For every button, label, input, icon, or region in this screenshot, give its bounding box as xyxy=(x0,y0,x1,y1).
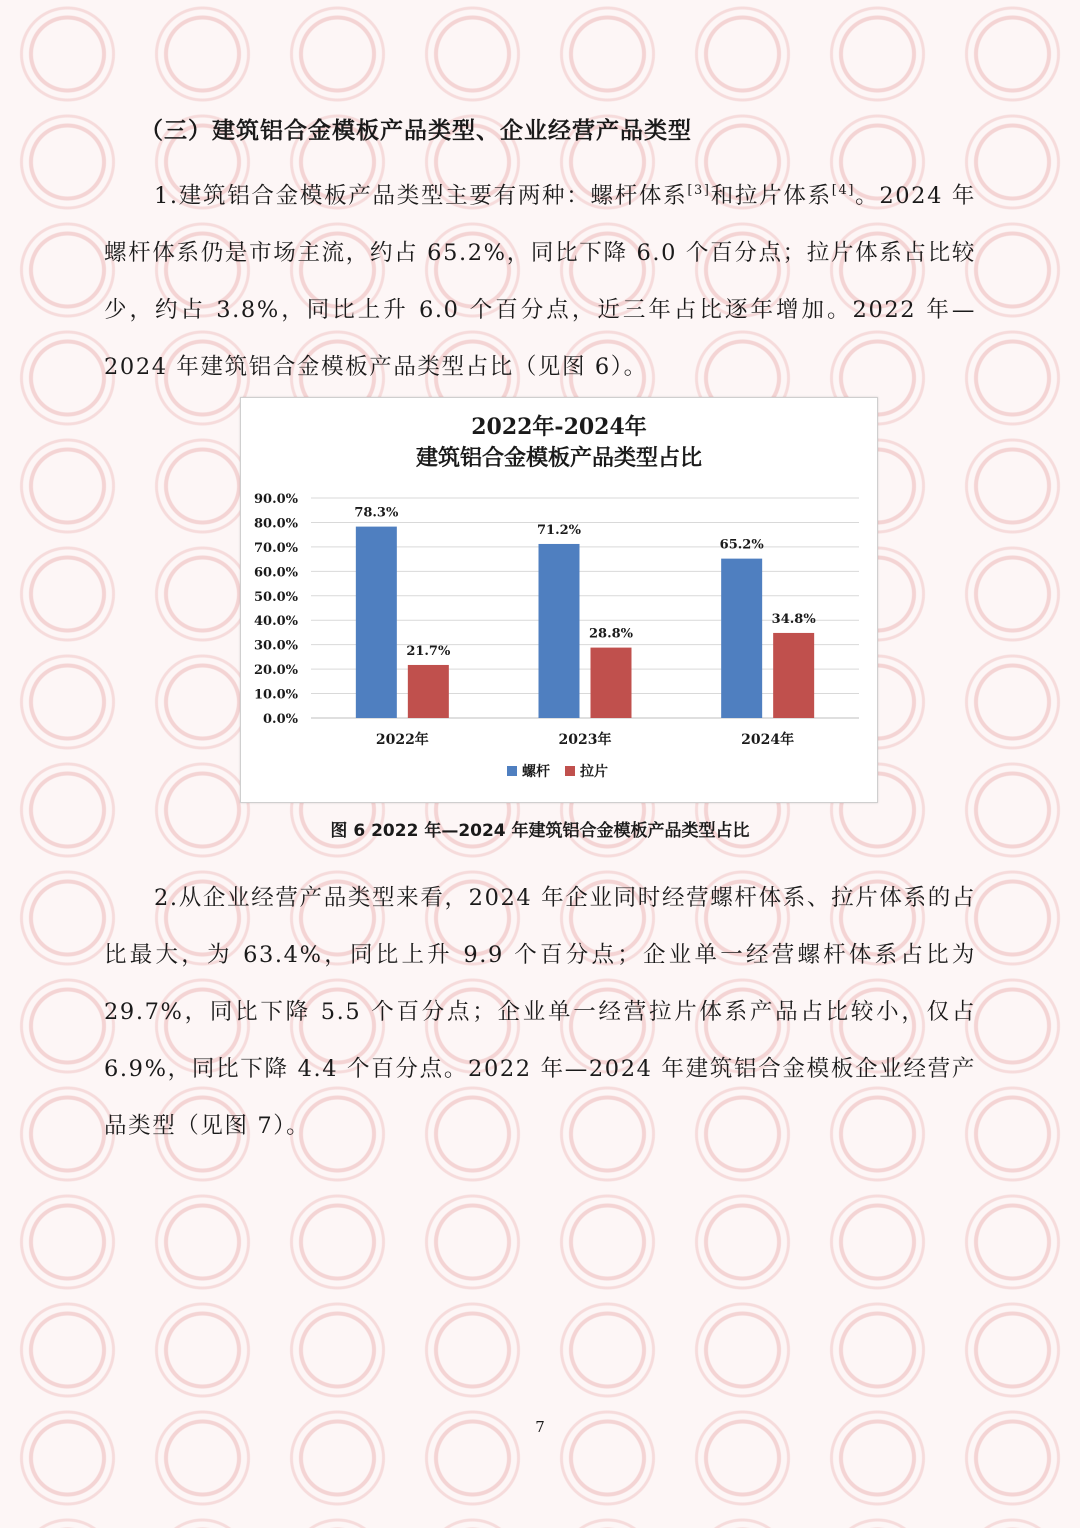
data-label: 65.2% xyxy=(719,537,764,553)
footnote-ref-3: [3] xyxy=(687,183,711,198)
y-tick-label: 70.0% xyxy=(253,540,298,556)
y-tick-label: 60.0% xyxy=(253,565,298,581)
data-label: 78.3% xyxy=(354,505,399,521)
data-label: 21.7% xyxy=(406,643,451,659)
y-tick-label: 20.0% xyxy=(253,663,298,679)
x-tick-label: 2024年 xyxy=(741,732,795,748)
plot-area xyxy=(254,492,859,748)
bar-拉片-2022年 xyxy=(408,665,449,718)
bar-chart-svg xyxy=(241,398,877,802)
legend-label-拉片: 拉片 xyxy=(580,764,608,780)
y-tick-label: 80.0% xyxy=(253,516,298,532)
data-label: 71.2% xyxy=(536,522,582,538)
bar-螺杆-2022年 xyxy=(356,527,397,718)
paragraph-business-types xyxy=(104,870,976,1155)
y-tick-label: 10.0% xyxy=(253,687,298,703)
y-tick-label: 0.0% xyxy=(263,712,298,727)
page-number: 7 xyxy=(535,1418,545,1436)
bar-拉片-2023年 xyxy=(591,648,632,718)
y-tick-label: 30.0% xyxy=(253,638,298,654)
para1-text-c: 。2024 年螺杆体系仍是市场主流，约占 65.2%，同比下降 6.0 个百分点；拉片体系占比较少，约占 3.8%，同比上升 6.0 个百分点，近三年占比逐年增加。2022 年—2024 年建筑铝合金模板产品类型占比（见图 6）。 xyxy=(104,183,976,380)
y-tick-label: 50.0% xyxy=(253,589,298,605)
bar-chart-figure-6 xyxy=(240,397,878,803)
footnote-ref-4: [4] xyxy=(831,183,856,198)
bar-拉片-2024年 xyxy=(773,633,814,718)
legend-swatch-拉片 xyxy=(565,766,575,776)
y-tick-label: 40.0% xyxy=(253,614,298,630)
bar-螺杆-2024年 xyxy=(721,559,762,718)
para2-text: 2.从企业经营产品类型来看，2024 年企业同时经营螺杆体系、拉片体系的占比最大，为 63.4%，同比上升 9.9 个百分点；企业单一经营螺杆体系占比为 29.7%，同比下降 5.5 个百分点；企业单一经营拉片体系产品占比较小，仅占 6.9%，同比下降 4.4 个百分点。2022 年—2024 年建筑铝合金模板企业经营产品类型（见图 7）。 xyxy=(104,885,976,1139)
data-label: 28.8% xyxy=(588,626,634,642)
y-tick-label: 90.0% xyxy=(253,492,298,507)
para1-text-a: 1.建筑铝合金模板产品类型主要有两种：螺杆体系 xyxy=(154,183,688,209)
data-label: 34.8% xyxy=(771,611,816,627)
chart-subtitle: 建筑铝合金模板产品类型占比 xyxy=(415,445,703,471)
chart-title: 2022年-2024年 xyxy=(471,414,647,440)
x-tick-label: 2023年 xyxy=(558,732,612,748)
legend-swatch-螺杆 xyxy=(507,766,517,776)
chart-legend xyxy=(507,763,608,780)
paragraph-product-types xyxy=(104,162,976,396)
section-heading: （三）建筑铝合金模板产品类型、企业经营产品类型 xyxy=(140,118,692,144)
para1-text-b: 和拉片体系 xyxy=(710,183,832,209)
figure-caption: 图 6 2022 年—2024 年建筑铝合金模板产品类型占比 xyxy=(330,821,750,841)
bar-螺杆-2023年 xyxy=(539,544,580,718)
legend-label-螺杆: 螺杆 xyxy=(522,764,550,780)
x-tick-label: 2022年 xyxy=(375,732,429,748)
